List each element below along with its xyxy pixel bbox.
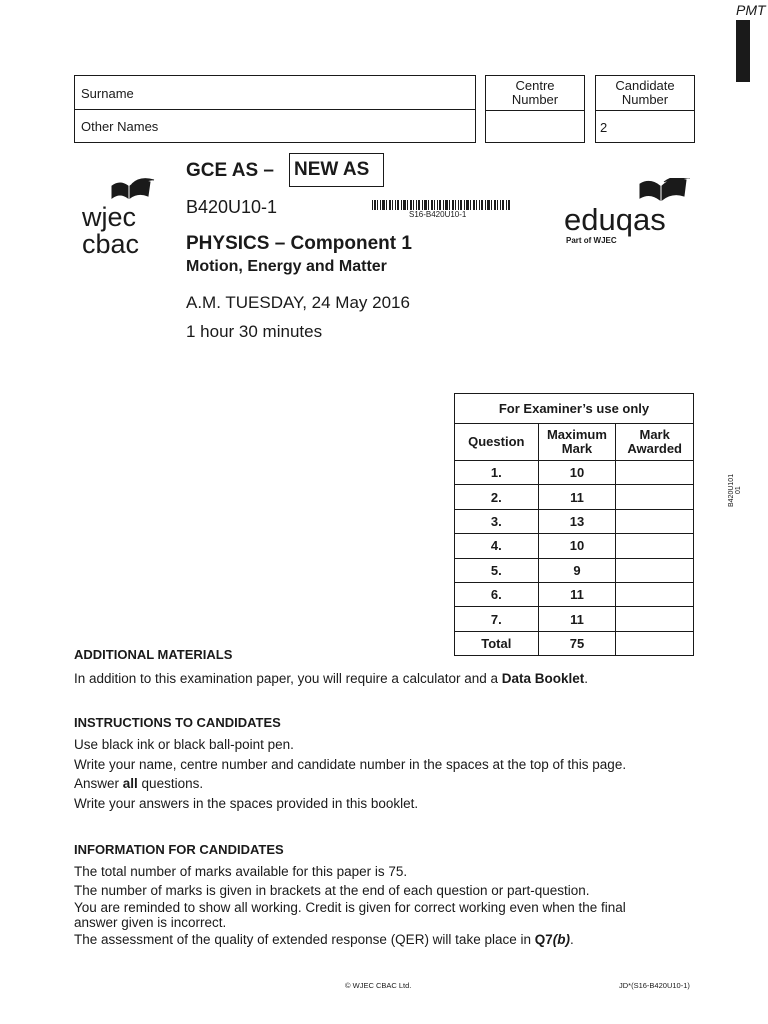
centre-label-line1: Centre [515,78,555,93]
question-number: 1. [455,461,539,485]
paper-code: B420U10-1 [186,197,278,217]
eduqas-tagline: Part of WJEC [566,236,617,245]
table-row [455,534,694,558]
maximum-mark: 11 [538,582,616,606]
examiner-marks-table [454,393,694,656]
additional-materials-text [74,669,694,689]
data-booklet-emphasis: Data Booklet [501,671,585,686]
pmt-label: PMT [736,2,766,18]
column-header-mark-awarded [616,424,694,461]
copyright-footer: © WJEC CBAC Ltd. [345,981,412,990]
other-names-label: Other Names [81,119,159,134]
mark-awarded-cell[interactable] [616,582,694,606]
information-line: The number of marks is given in brackets at the end of each question or part-question. [74,883,590,898]
candidate-number-field[interactable]: 2 [595,110,695,143]
reference-footer: JD*(S16-B420U10-1) [619,981,690,990]
paper-subtitle: Motion, Energy and Matter [186,258,387,275]
table-row [455,607,694,631]
surname-label: Surname [81,86,134,101]
centre-label-line2: Number [511,92,559,107]
wjec-text: wjec [82,202,137,232]
instruction-answer-start: Answer [74,776,123,791]
qer-text-start: The assessment of the quality of extended response (QER) will take place in [74,932,535,947]
information-line: You are reminded to show all working. Credit is given for correct working even when the final [74,900,626,915]
materials-text-end: . [584,671,589,686]
side-code-line1: B420U101 [728,473,735,507]
instructions-heading: INSTRUCTIONS TO CANDIDATES [74,715,281,730]
qualification-label: GCE AS – [186,160,274,181]
barcode-graphic [372,200,510,210]
candidate-label-line1: Candidate [615,78,675,93]
question-number: 2. [455,485,539,509]
maximum-mark: 10 [538,534,616,558]
max-mark-line1: Maximum [546,427,607,442]
question-number: 7. [455,607,539,631]
instruction-line: Write your name, centre number and candidate number in the spaces at the top of this page. [74,756,627,772]
maximum-mark: 13 [538,509,616,533]
eduqas-text: eduqas [564,202,666,237]
surname-field[interactable] [74,75,476,110]
information-line: The total number of marks available for this paper is 75. [74,864,408,879]
mark-awarded-cell[interactable] [616,607,694,631]
maximum-mark: 9 [538,558,616,582]
other-names-field[interactable] [74,109,476,143]
instructions-text [74,735,694,813]
table-row [455,582,694,606]
instruction-line [74,774,694,794]
information-text [74,862,694,949]
new-as-box: NEW AS [289,153,384,187]
max-mark-line2: Mark [561,441,593,456]
table-row [455,558,694,582]
instruction-line: Use black ink or black ball-point pen. [74,737,294,752]
candidate-number-header [595,75,695,111]
column-header-maximum-mark [538,424,616,461]
maximum-mark: 11 [538,485,616,509]
paper-title: PHYSICS – Component 1 [186,233,412,254]
information-line: answer given is incorrect. [74,915,227,930]
qer-text-end: . [570,932,574,947]
question-number: 4. [455,534,539,558]
exam-date: A.M. TUESDAY, 24 May 2016 [186,293,410,312]
mark-awarded-line1: Mark [639,427,670,442]
book-icon [640,178,690,200]
additional-materials-section [74,647,694,689]
qer-question-emphasis: Q7 [534,932,553,947]
mark-awarded-line2: Awarded [627,441,682,456]
instruction-line: Write your answers in the spaces provided in this booklet. [74,795,419,811]
total-label: Total [455,631,539,655]
qer-part-emphasis: (b) [552,932,570,947]
eduqas-logo [562,178,692,248]
centre-number-header [485,75,585,111]
instructions-section [74,715,694,813]
mark-awarded-cell[interactable] [616,558,694,582]
maximum-mark: 10 [538,461,616,485]
additional-materials-heading: ADDITIONAL MATERIALS [74,647,233,662]
exam-duration: 1 hour 30 minutes [186,322,323,341]
question-number: 5. [455,558,539,582]
maximum-mark: 11 [538,607,616,631]
side-code-line2: 01 [735,486,742,494]
corner-black-bar [736,20,750,82]
column-header-question: Question [455,424,539,461]
information-section [74,842,694,949]
total-maximum-mark: 75 [538,631,616,655]
examiner-table-title: For Examiner’s use only [455,394,694,424]
information-heading: INFORMATION FOR CANDIDATES [74,842,284,857]
table-row [455,485,694,509]
table-row [455,461,694,485]
instruction-answer-end: questions. [137,776,204,791]
cbac-text: cbac [82,229,140,258]
centre-number-field[interactable] [485,110,585,143]
mark-awarded-cell[interactable] [616,461,694,485]
wjec-cbac-logo [80,178,180,258]
question-number: 3. [455,509,539,533]
candidate-label-line2: Number [621,92,669,107]
instruction-all-emphasis: all [122,776,138,791]
materials-text-start: In addition to this examination paper, you will require a calculator and a [74,671,502,686]
mark-awarded-cell[interactable] [616,509,694,533]
question-number: 6. [455,582,539,606]
table-row [455,509,694,533]
barcode-text: S16-B420U10-1 [409,210,467,219]
side-paper-code [728,470,748,510]
book-icon [112,179,154,198]
mark-awarded-cell[interactable] [616,485,694,509]
information-line [74,930,694,949]
mark-awarded-cell[interactable] [616,534,694,558]
